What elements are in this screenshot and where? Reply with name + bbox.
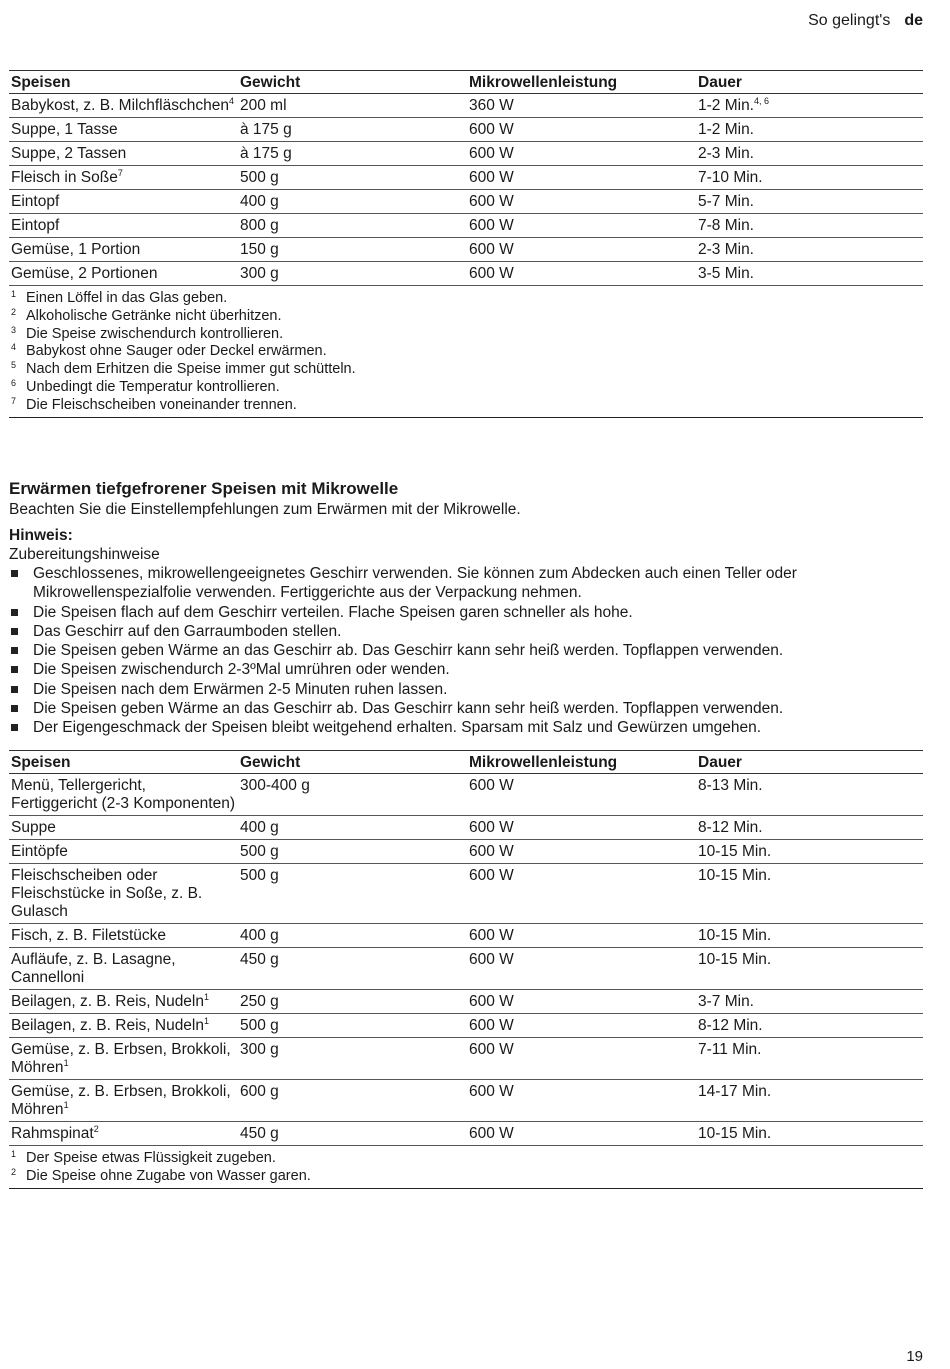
food-cell	[9, 1014, 238, 1038]
food-cell-text: Suppe	[11, 819, 56, 836]
list-item-text: Die Speisen zwischendurch 2-3ºMal umrühren oder wenden.	[33, 661, 450, 679]
power-cell-text: 600 W	[469, 217, 514, 234]
section-title: Erwärmen tiefgefrorener Speisen mit Mikrowelle	[9, 479, 399, 498]
footnote-text: Der Speise etwas Flüssigkeit zugeben.	[26, 1150, 276, 1166]
power-cell	[467, 774, 696, 816]
power-cell-text: 600 W	[469, 1017, 514, 1034]
food-cell	[9, 118, 238, 142]
duration-cell	[696, 190, 923, 214]
duration-cell-text: 7-8 Min.	[698, 217, 754, 234]
power-cell	[467, 1080, 696, 1122]
duration-cell-text: 10-15 Min.	[698, 843, 772, 860]
weight-cell-text: 150 g	[240, 241, 279, 258]
duration-cell-text: 8-12 Min.	[698, 1017, 763, 1034]
page-number: 19	[906, 1348, 923, 1365]
footnote-reference: 2	[93, 1124, 99, 1134]
footnote-reference: 1	[204, 992, 210, 1002]
square-bullet-icon	[11, 686, 18, 693]
column-header-food: Speisen	[9, 751, 238, 774]
table-row	[9, 1122, 923, 1146]
weight-cell	[238, 1122, 467, 1146]
food-cell-text: Menü, Tellergericht, Fertiggericht (2-3 Komponenten)	[11, 777, 236, 812]
power-cell	[467, 118, 696, 142]
column-header-duration: Dauer	[696, 71, 923, 94]
table-header-row	[9, 71, 923, 94]
power-cell-text: 600 W	[469, 867, 514, 884]
duration-cell	[696, 166, 923, 190]
weight-cell	[238, 948, 467, 990]
header-section-title: So gelingt's	[808, 12, 891, 29]
footnote: 4 Babykost ohne Sauger oder Deckel erwärmen.	[11, 342, 327, 360]
footnote-reference: 1	[63, 1100, 69, 1110]
weight-cell	[238, 166, 467, 190]
weight-cell-text: 200 ml	[240, 97, 287, 114]
square-bullet-icon	[11, 570, 18, 577]
list-item	[9, 603, 923, 622]
weight-cell-text: 400 g	[240, 927, 279, 944]
weight-cell	[238, 1038, 467, 1080]
duration-cell-text: 7-10 Min.	[698, 169, 763, 186]
square-bullet-icon	[11, 724, 18, 731]
list-item-text: Das Geschirr auf den Garraumboden stellen.	[33, 622, 342, 640]
duration-cell	[696, 1122, 923, 1146]
weight-cell-text: à 175 g	[240, 121, 292, 138]
list-item	[9, 622, 923, 641]
column-header-power: Mikrowellenleistung	[467, 751, 696, 774]
power-cell-text: 600 W	[469, 121, 514, 138]
footnote-reference: 7	[117, 168, 123, 178]
table-row	[9, 166, 923, 190]
food-cell-text: Gemüse, z. B. Erbsen, Brokkoli, Möhren	[11, 1083, 231, 1118]
food-cell	[9, 816, 238, 840]
duration-cell	[696, 840, 923, 864]
power-cell	[467, 238, 696, 262]
duration-cell	[696, 816, 923, 840]
weight-cell-text: 300-400 g	[240, 777, 310, 794]
footnote: 6 Unbedingt die Temperatur kontrollieren.	[11, 377, 280, 395]
duration-cell	[696, 142, 923, 166]
duration-cell	[696, 214, 923, 238]
power-cell	[467, 142, 696, 166]
power-cell-text: 600 W	[469, 993, 514, 1010]
food-cell-text: Beilagen, z. B. Reis, Nudeln	[11, 993, 204, 1010]
list-item-text: Die Speisen geben Wärme an das Geschirr ab. Das Geschirr kann sehr heiß werden. Topflappen verwenden.	[33, 642, 784, 660]
power-cell-text: 600 W	[469, 1083, 514, 1100]
table-row	[9, 214, 923, 238]
footnote-reference: 1	[63, 1058, 69, 1068]
food-cell-text: Beilagen, z. B. Reis, Nudeln	[11, 1017, 204, 1034]
food-cell	[9, 262, 238, 286]
footnotes-cell	[9, 286, 923, 418]
square-bullet-icon	[11, 647, 18, 654]
section-intro: Beachten Sie die Einstellempfehlungen zum Erwärmen mit der Mikrowelle.	[9, 501, 521, 518]
food-cell	[9, 924, 238, 948]
column-header-power: Mikrowellenleistung	[467, 71, 696, 94]
food-cell-text: Eintopf	[11, 193, 60, 210]
table-row	[9, 990, 923, 1014]
weight-cell	[238, 816, 467, 840]
weight-cell	[238, 214, 467, 238]
list-item-text: Die Speisen nach dem Erwärmen 2-5 Minuten ruhen lassen.	[33, 680, 448, 698]
duration-cell-text: 2-3 Min.	[698, 241, 754, 258]
footnote-text: Babykost ohne Sauger oder Deckel erwärmen.	[26, 343, 327, 360]
header-language: de	[904, 12, 923, 29]
power-cell-text: 600 W	[469, 777, 514, 794]
column-header-food: Speisen	[9, 71, 238, 94]
food-cell-text: Fleischscheiben oder Fleischstücke in Soße, z. B. Gulasch	[11, 867, 203, 920]
power-cell	[467, 214, 696, 238]
food-cell-text: Fisch, z. B. Filetstücke	[11, 927, 167, 944]
column-header-weight: Gewicht	[238, 751, 467, 774]
weight-cell	[238, 990, 467, 1014]
power-cell	[467, 1122, 696, 1146]
power-cell-text: 600 W	[469, 1041, 514, 1058]
food-cell-text: Eintopf	[11, 217, 60, 234]
weight-cell	[238, 840, 467, 864]
food-cell	[9, 94, 238, 118]
food-cell	[9, 214, 238, 238]
table-header-row	[9, 751, 923, 774]
table-row	[9, 840, 923, 864]
list-item-text: Geschlossenes, mikrowellengeeignetes Geschirr verwenden. Sie können zum Abdecken auch einen Teller oder Mikrowellenspezialfolie verwenden. Fertiggerichte aus der Verpackung nehmen.	[33, 565, 797, 602]
duration-cell	[696, 990, 923, 1014]
duration-cell-text: 10-15 Min.	[698, 927, 772, 944]
table-row	[9, 1014, 923, 1038]
weight-cell-text: 800 g	[240, 217, 279, 234]
table-row	[9, 238, 923, 262]
power-cell	[467, 1014, 696, 1038]
weight-cell	[238, 924, 467, 948]
list-item	[9, 564, 923, 603]
table-row	[9, 774, 923, 816]
power-cell	[467, 990, 696, 1014]
duration-cell	[696, 948, 923, 990]
food-cell-text: Suppe, 2 Tassen	[11, 145, 127, 162]
footnote-text: Nach dem Erhitzen die Speise immer gut schütteln.	[26, 361, 356, 378]
table-row	[9, 118, 923, 142]
duration-cell-text: 3-5 Min.	[698, 265, 754, 282]
power-cell-text: 600 W	[469, 265, 514, 282]
power-cell-text: 600 W	[469, 1125, 514, 1142]
weight-cell-text: 450 g	[240, 951, 279, 968]
power-cell	[467, 166, 696, 190]
weight-cell-text: 250 g	[240, 993, 279, 1010]
food-cell	[9, 190, 238, 214]
table-row	[9, 864, 923, 924]
list-item	[9, 660, 923, 679]
weight-cell-text: 400 g	[240, 193, 279, 210]
power-cell	[467, 262, 696, 286]
instruction-list	[9, 564, 923, 738]
food-cell-text: Suppe, 1 Tasse	[11, 121, 118, 138]
table-row	[9, 142, 923, 166]
power-cell	[467, 948, 696, 990]
footnote-text: Unbedingt die Temperatur kontrollieren.	[26, 378, 280, 395]
power-cell-text: 360 W	[469, 97, 514, 114]
food-cell	[9, 990, 238, 1014]
power-cell	[467, 190, 696, 214]
duration-cell	[696, 924, 923, 948]
power-cell	[467, 816, 696, 840]
food-cell	[9, 948, 238, 990]
power-cell	[467, 1038, 696, 1080]
footnote: 2 Alkoholische Getränke nicht überhitzen.	[11, 306, 282, 324]
weight-cell	[238, 1080, 467, 1122]
weight-cell-text: 450 g	[240, 1125, 279, 1142]
table-row	[9, 816, 923, 840]
footnote-text: Die Fleischscheiben voneinander trennen.	[26, 396, 297, 413]
weight-cell	[238, 142, 467, 166]
food-cell-text: Eintöpfe	[11, 843, 68, 860]
weight-cell-text: 500 g	[240, 169, 279, 186]
food-cell	[9, 840, 238, 864]
table-row	[9, 1080, 923, 1122]
food-cell	[9, 142, 238, 166]
food-cell	[9, 166, 238, 190]
food-cell	[9, 774, 238, 816]
duration-cell	[696, 1038, 923, 1080]
table-row	[9, 1038, 923, 1080]
weight-cell-text: 400 g	[240, 819, 279, 836]
food-cell	[9, 238, 238, 262]
hint-subtitle: Zubereitungshinweise	[9, 546, 160, 563]
weight-cell-text: 500 g	[240, 1017, 279, 1034]
food-cell	[9, 1038, 238, 1080]
duration-cell-text: 10-15 Min.	[698, 951, 772, 968]
weight-cell	[238, 1014, 467, 1038]
duration-cell-text: 7-11 Min.	[698, 1041, 762, 1058]
power-cell-text: 600 W	[469, 145, 514, 162]
power-cell-text: 600 W	[469, 169, 514, 186]
power-cell	[467, 94, 696, 118]
duration-cell-text: 10-15 Min.	[698, 1125, 772, 1142]
food-cell-text: Fleisch in Soße	[11, 169, 118, 186]
food-cell-text: Rahmspinat	[11, 1125, 94, 1142]
column-header-duration: Dauer	[696, 751, 923, 774]
footnote-text: Die Speise zwischendurch kontrollieren.	[26, 325, 284, 342]
power-cell	[467, 924, 696, 948]
food-cell-text: Gemüse, z. B. Erbsen, Brokkoli, Möhren	[11, 1041, 231, 1076]
footnote: 5 Nach dem Erhitzen die Speise immer gut schütteln.	[11, 360, 356, 378]
duration-cell-text: 8-12 Min.	[698, 819, 763, 836]
weight-cell	[238, 238, 467, 262]
duration-cell-text: 14-17 Min.	[698, 1083, 772, 1100]
page-header	[808, 12, 923, 30]
list-item	[9, 641, 923, 660]
food-cell	[9, 1080, 238, 1122]
weight-cell-text: 300 g	[240, 265, 279, 282]
square-bullet-icon	[11, 609, 18, 616]
footnote-reference: 1	[204, 1016, 210, 1026]
duration-cell	[696, 238, 923, 262]
duration-cell	[696, 864, 923, 924]
footnotes-row	[9, 1146, 923, 1189]
weight-cell	[238, 118, 467, 142]
duration-cell	[696, 262, 923, 286]
frozen-food-section	[9, 478, 923, 738]
footnotes-row	[9, 286, 923, 418]
duration-cell	[696, 94, 923, 118]
footnote-text: Einen Löffel in das Glas geben.	[26, 290, 228, 306]
footnote: 1 Einen Löffel in das Glas geben.	[11, 289, 228, 306]
duration-cell	[696, 1014, 923, 1038]
weight-cell	[238, 262, 467, 286]
duration-cell-text: 1-2 Min.	[698, 97, 754, 114]
power-cell-text: 600 W	[469, 927, 514, 944]
power-cell	[467, 864, 696, 924]
footnote: 7 Die Fleischscheiben voneinander trennen.	[11, 395, 297, 413]
duration-cell	[696, 774, 923, 816]
duration-cell-text: 3-7 Min.	[698, 993, 754, 1010]
duration-cell-text: 1-2 Min.	[698, 121, 754, 138]
column-header-weight: Gewicht	[238, 71, 467, 94]
table-row	[9, 948, 923, 990]
square-bullet-icon	[11, 666, 18, 673]
footnotes-cell	[9, 1146, 923, 1189]
list-item	[9, 718, 923, 737]
power-cell-text: 600 W	[469, 241, 514, 258]
food-cell	[9, 864, 238, 924]
footnote: 2 Die Speise ohne Zugabe von Wasser garen.	[11, 1166, 311, 1184]
power-cell	[467, 840, 696, 864]
duration-cell	[696, 118, 923, 142]
table-row	[9, 94, 923, 118]
power-cell-text: 600 W	[469, 819, 514, 836]
duration-cell-text: 5-7 Min.	[698, 193, 754, 210]
weight-cell-text: 600 g	[240, 1083, 279, 1100]
table-row	[9, 924, 923, 948]
power-cell-text: 600 W	[469, 193, 514, 210]
table-row	[9, 190, 923, 214]
footnote: 1 Der Speise etwas Flüssigkeit zugeben.	[11, 1149, 276, 1166]
duration-cell-text: 2-3 Min.	[698, 145, 754, 162]
list-item-text: Der Eigengeschmack der Speisen bleibt weitgehend erhalten. Sparsam mit Salz und Gewürzen umgehen.	[33, 719, 762, 737]
weight-cell-text: 300 g	[240, 1041, 279, 1058]
frozen-food-table	[9, 750, 923, 1189]
list-item	[9, 699, 923, 718]
food-cell-text: Gemüse, 2 Portionen	[11, 265, 158, 282]
footnote: 3 Die Speise zwischendurch kontrollieren.	[11, 324, 284, 342]
list-item-text: Die Speisen flach auf dem Geschirr verteilen. Flache Speisen garen schneller als hohe.	[33, 603, 633, 621]
list-item-text: Die Speisen geben Wärme an das Geschirr ab. Das Geschirr kann sehr heiß werden. Topflappen verwenden.	[33, 700, 784, 718]
duration-cell-text: 8-13 Min.	[698, 777, 763, 794]
weight-cell	[238, 864, 467, 924]
duration-cell	[696, 1080, 923, 1122]
footnote-reference: 4	[228, 96, 234, 106]
power-cell-text: 600 W	[469, 843, 514, 860]
square-bullet-icon	[11, 705, 18, 712]
food-cell-text: Aufläufe, z. B. Lasagne, Cannelloni	[11, 951, 176, 986]
power-cell-text: 600 W	[469, 951, 514, 968]
list-item	[9, 680, 923, 699]
footnote-reference: 4, 6	[754, 96, 770, 106]
hint-title: Hinweis:	[9, 527, 73, 544]
table-row	[9, 262, 923, 286]
food-cell-text: Babykost, z. B. Milchfläschchen	[11, 97, 229, 114]
weight-cell	[238, 774, 467, 816]
weight-cell-text: à 175 g	[240, 145, 292, 162]
footnote-text: Die Speise ohne Zugabe von Wasser garen.	[26, 1167, 311, 1184]
square-bullet-icon	[11, 628, 18, 635]
weight-cell-text: 500 g	[240, 843, 279, 860]
food-cell-text: Gemüse, 1 Portion	[11, 241, 141, 258]
reheating-table	[9, 70, 923, 418]
footnote-text: Alkoholische Getränke nicht überhitzen.	[26, 307, 282, 324]
weight-cell	[238, 94, 467, 118]
weight-cell-text: 500 g	[240, 867, 279, 884]
weight-cell	[238, 190, 467, 214]
duration-cell-text: 10-15 Min.	[698, 867, 772, 884]
food-cell	[9, 1122, 238, 1146]
